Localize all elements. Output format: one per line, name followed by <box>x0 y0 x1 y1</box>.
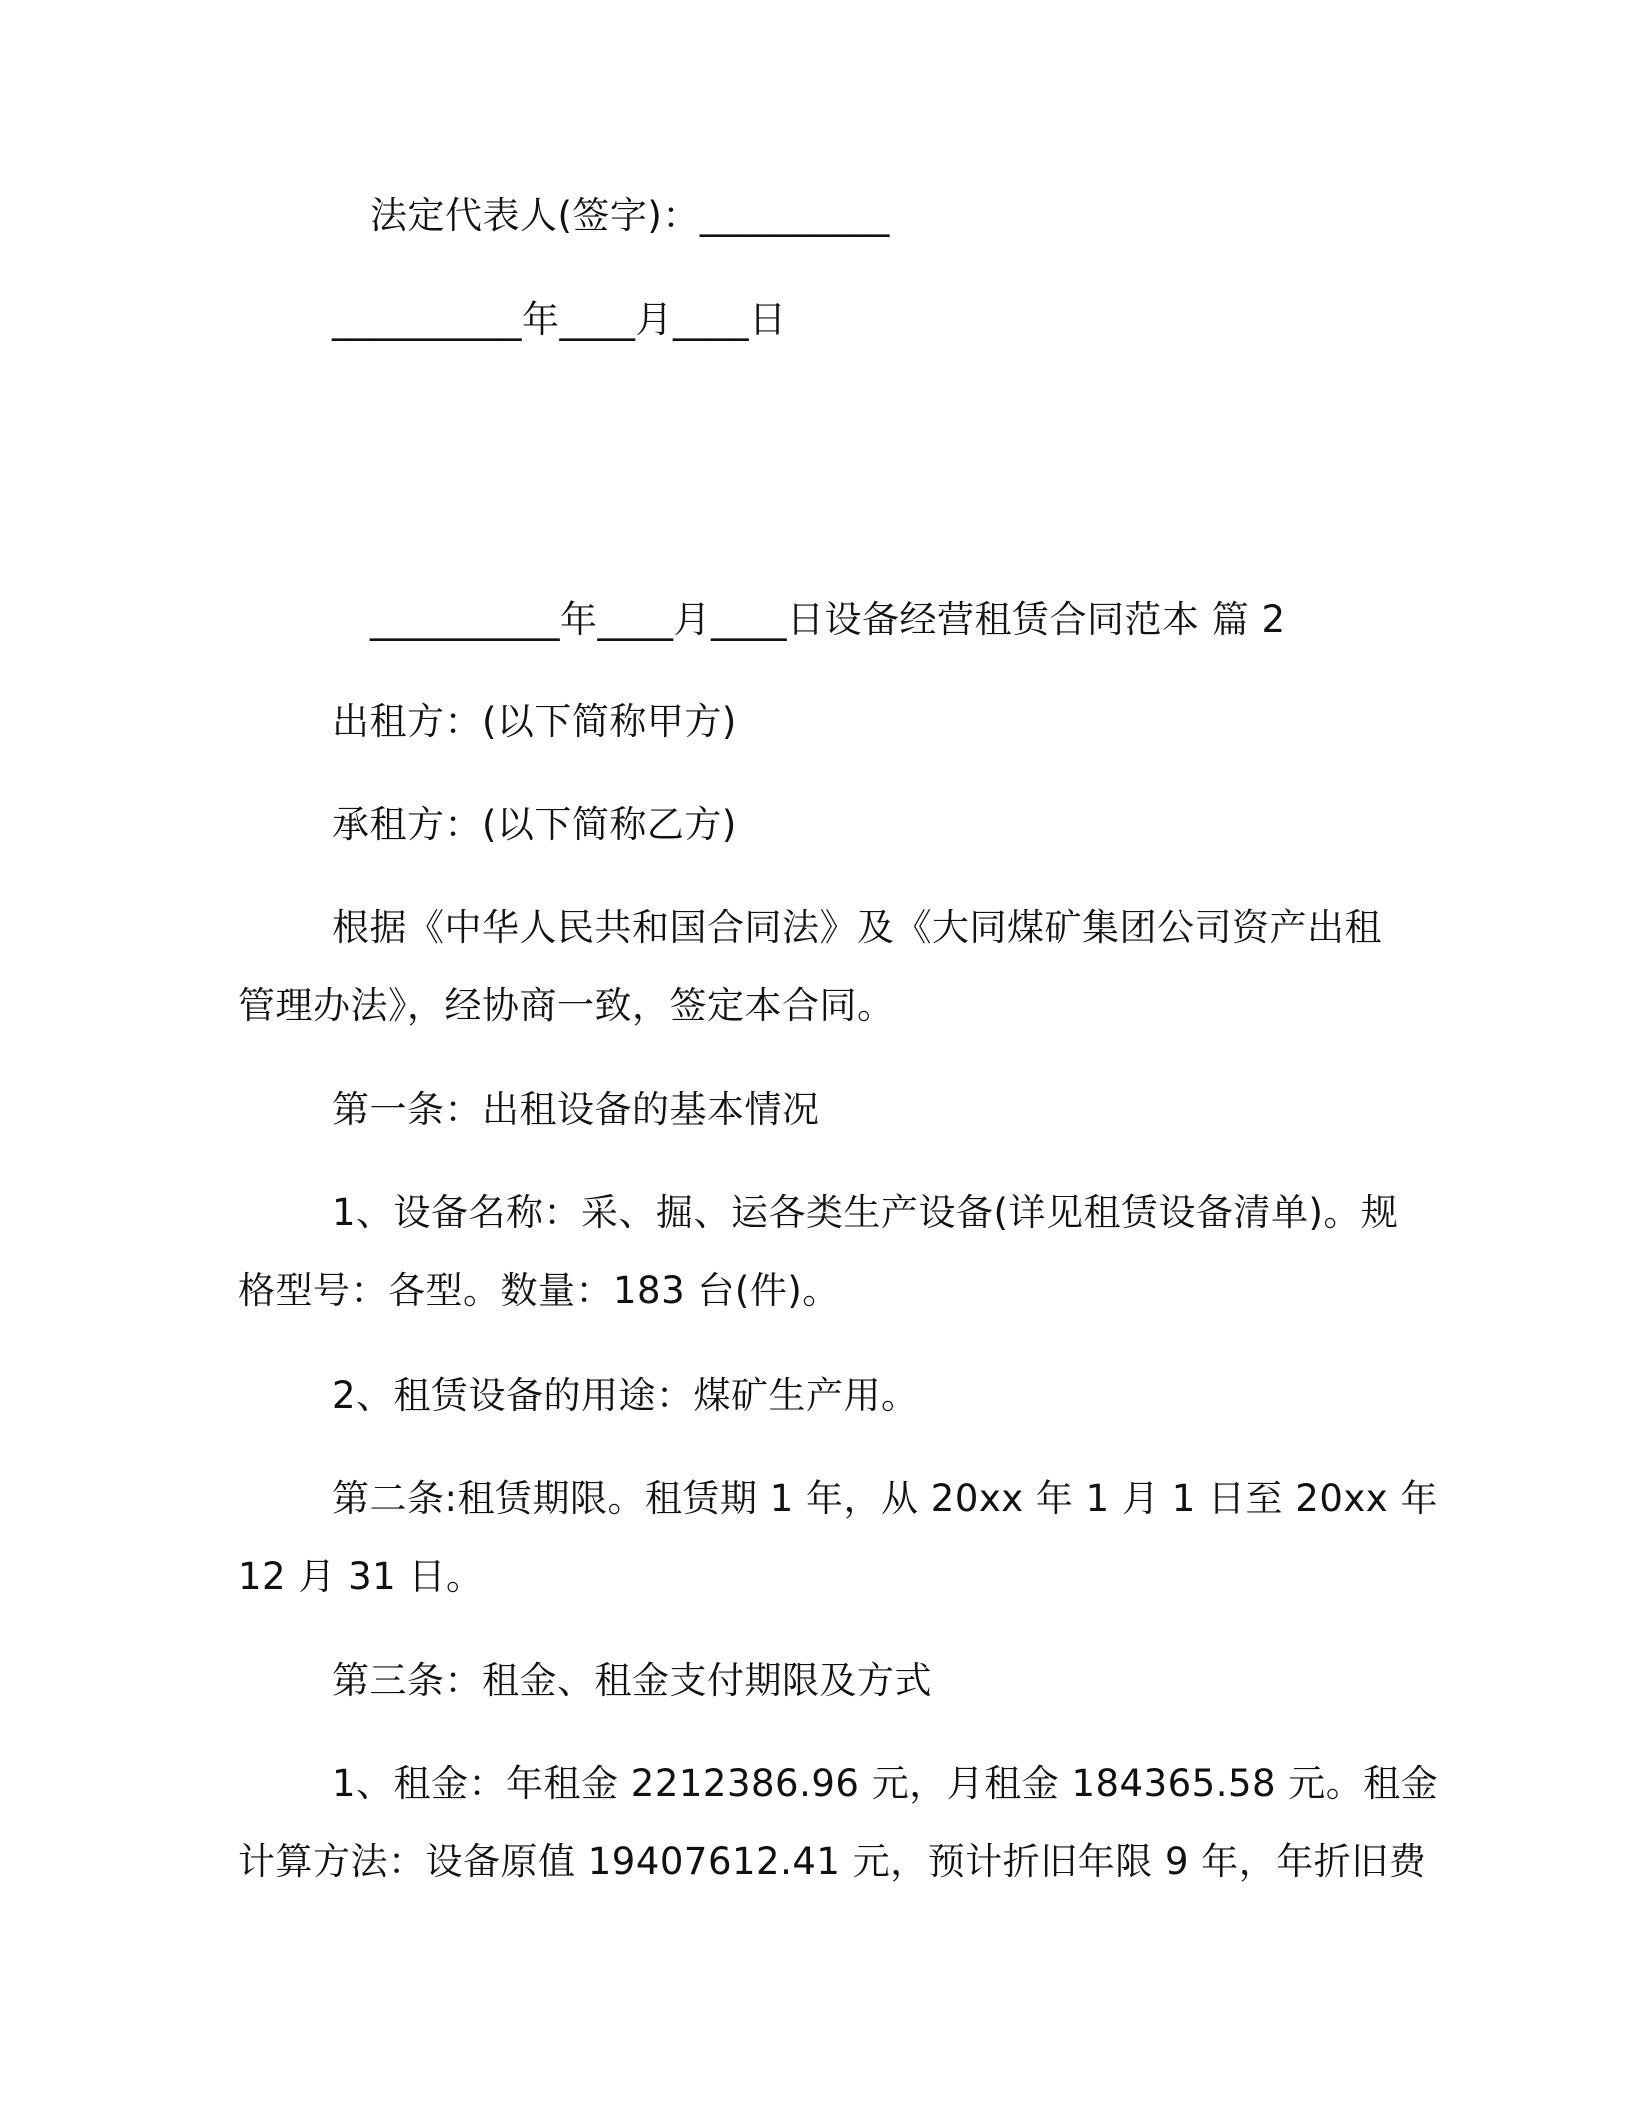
article-3-title: 第三条：租金、租金支付期限及方式 <box>332 1659 932 1702</box>
lessee-line: 承租方：(以下简称乙方) <box>332 803 737 846</box>
basis-paragraph-line-2: 管理办法》，经协商一致，签定本合同。 <box>238 984 895 1027</box>
article-1-title: 第一条：出租设备的基本情况 <box>332 1088 820 1131</box>
date-line: __________年____月____日 <box>332 298 787 341</box>
item-2-line: 2、租赁设备的用途：煤矿生产用。 <box>332 1374 919 1417</box>
article-2-line-2: 12 月 31 日。 <box>238 1555 484 1598</box>
lessor-line: 出租方：(以下简称甲方) <box>332 700 737 743</box>
item-1-line-2: 格型号：各型。数量：183 台(件)。 <box>238 1269 840 1312</box>
rent-line-1: 1、租金：年租金 2212386.96 元，月租金 184365.58 元。租金 <box>332 1762 1439 1805</box>
signature-line: 法定代表人(签字)：__________ <box>370 194 890 237</box>
article-2-line-1: 第二条:租赁期限。租赁期 1 年，从 20xx 年 1 月 1 日至 20xx 年 <box>332 1477 1438 1520</box>
section-title: __________年____月____日设备经营租赁合同范本 篇 2 <box>370 598 1286 641</box>
basis-paragraph-line-1: 根据《中华人民共和国合同法》及《大同煤矿集团公司资产出租 <box>332 906 1382 949</box>
item-1-line-1: 1、设备名称：采、掘、运各类生产设备(详见租赁设备清单)。规 <box>332 1191 1399 1234</box>
rent-line-2: 计算方法：设备原值 19407612.41 元，预计折旧年限 9 年，年折旧费 <box>238 1840 1427 1883</box>
